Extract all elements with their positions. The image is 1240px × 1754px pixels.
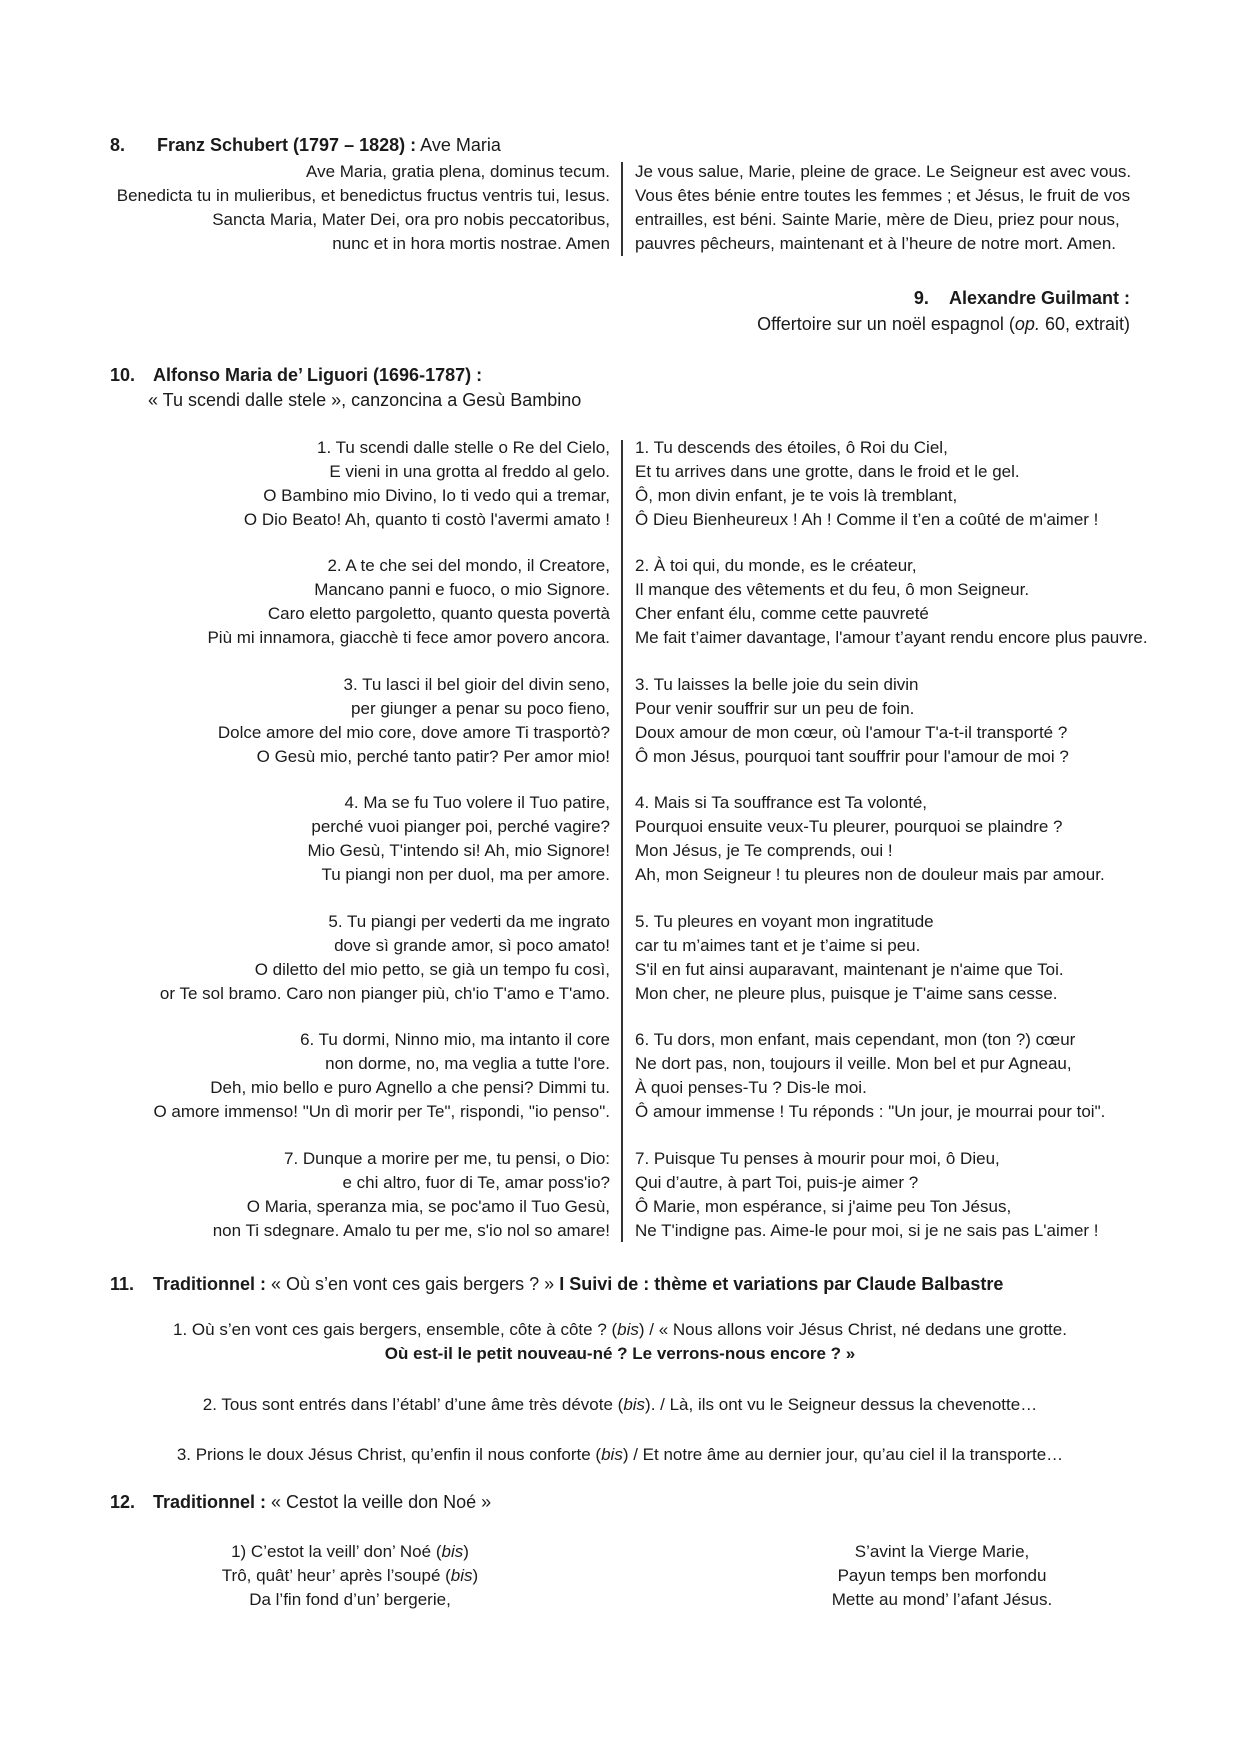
text-line: per giunger a penar su poco fieno, [351,699,610,718]
text-line: 4. Mais si Ta souffrance est Ta volonté, [635,793,927,812]
text-line: Ô, mon divin enfant, je te vois là tremblant, [635,486,958,505]
text-line: O Dio Beato! Ah, quanto ti costò l'avermi amato ! [243,510,610,529]
text-line: Dolce amore del mio core, dove amore Ti trasportò? [217,723,610,742]
text-line: 2. À toi qui, du monde, es le créateur, [635,556,917,575]
french-stanza-5 [635,910,1064,1006]
text-line: Caro eletto pargoletto, quanto questa povertà [267,604,610,623]
text-line: Cher enfant élu, comme cette pauvreté [635,604,929,623]
bis-mark: bis [441,1542,464,1561]
french-stanza-7 [635,1147,1099,1243]
text-line: Mon cher, ne pleure plus, puisque je T'aime sans cesse. [635,984,1058,1003]
column-divider [621,162,623,256]
text-line: 6. Tu dormi, Ninno mio, ma intanto il core [300,1030,610,1049]
section-number: 8. [110,135,126,155]
piece-title: « Où s’en vont ces gais bergers ? » [266,1274,560,1294]
piece-subtitle: « Tu scendi dalle stele », canzoncina a Gesù Bambino [148,390,582,410]
text-line: O amore immenso! "Un dì morir per Te", rispondi, "io penso". [153,1102,610,1121]
text-line: Ne T'indigne pas. Aime-le pour moi, si je ne sais pas L'aimer ! [635,1221,1099,1240]
section-10-heading [110,363,482,387]
text-line: perché vuoi pianger poi, perché vagire? [311,817,610,836]
song-line: Da l’fin fond d’un’ bergerie, [249,1590,451,1609]
text-line: O diletto del mio petto, se già un tempo fu così, [254,960,610,979]
bis-mark: bis [601,1445,623,1464]
song-line: S’avint la Vierge Marie, [854,1542,1030,1561]
french-stanza-3 [635,673,1069,769]
verse-text: ) / Et notre âme au dernier jour, qu’au ciel il la transporte… [622,1445,1064,1464]
text-line: Deh, mio bello e puro Agnello a che pensi? Dimmi tu. [210,1078,610,1097]
verse-2 [0,1393,1240,1417]
text-line: nunc et in hora mortis nostrae. Amen [332,234,610,253]
text-line: car tu m’aimes tant et je t’aime si peu. [635,936,921,955]
italian-stanza-7 [213,1147,610,1243]
verse-text: 3. Prions le doux Jésus Christ, qu’enfin il nous conforte ( [176,1445,602,1464]
text-line: Vous êtes bénie entre toutes les femmes ; et Jésus, le fruit de vos [635,186,1131,205]
text-line: Ô Dieu Bienheureux ! Ah ! Comme il t’en a coûté de m'aimer ! [635,510,1099,529]
section-number: 12. [110,1492,136,1512]
text-line: non Ti sdegnare. Amalo tu per me, s'io nol so amare! [212,1221,610,1240]
piece-title: Ave Maria [420,135,501,155]
section-8-heading [110,133,501,157]
text-line: pauvres pêcheurs, maintenant et à l’heure de notre mort. Amen. [635,234,1116,253]
composer-name: Alfonso Maria de’ Liguori (1696-1787) : [153,365,483,385]
italian-stanza-5 [160,910,610,1006]
verse-3 [0,1443,1240,1467]
text-line: Tu piangi non per duol, ma per amore. [321,865,610,884]
song-line: Mette au mond’ l’afant Jésus. [831,1590,1053,1609]
composer-name: Franz Schubert (1797 – 1828) : [157,135,417,155]
song-right-column [742,1540,1142,1612]
text-line: Ô amour immense ! Tu réponds : "Un jour, je mourrai pour toi". [635,1102,1106,1121]
section-label: Traditionnel : [153,1492,267,1512]
song-left-column [150,1540,550,1612]
line-text: ) [463,1542,469,1561]
text-line: E vieni in una grotta al freddo al gelo. [329,462,610,481]
title-text: Offertoire sur un noël espagnol ( [757,314,1015,334]
song-line [150,1540,550,1564]
text-line: Ne dort pas, non, toujours il veille. Mon bel et pur Agneau, [635,1054,1072,1073]
french-stanza-4 [635,791,1105,887]
section-9-heading [757,285,1130,311]
text-line: Ô mon Jésus, pourquoi tant souffrir pour l'amour de moi ? [635,747,1069,766]
song-line: Payun temps ben morfondu [837,1566,1047,1585]
text-line: Doux amour de mon cœur, où l'amour T'a-t-il transporté ? [635,723,1068,742]
text-line: Benedicta tu in mulieribus, et benedictus fructus ventris tui, Iesus. [116,186,610,205]
french-stanza-2 [635,554,1148,650]
italian-stanza-1 [244,436,610,532]
verse-1 [0,1318,1240,1342]
text-line: Mancano panni e fuoco, o mio Signore. [314,580,610,599]
french-stanza-6 [635,1028,1105,1124]
french-stanza-1 [635,436,1098,532]
text-line: Ave Maria, gratia plena, dominus tecum. [306,162,610,181]
line-text: Trô, quât’ heur’ après l’soupé ( [221,1566,451,1585]
text-line: 2. A te che sei del mondo, il Creatore, [327,556,610,575]
text-line: or Te sol bramo. Caro non pianger più, ch'io T'amo e T'amo. [159,984,610,1003]
text-line: 3. Tu laisses la belle joie du sein divin [635,675,919,694]
bis-mark: bis [623,1395,646,1414]
composer-name: Alexandre Guilmant : [948,288,1130,308]
text-line: S'il en fut ainsi auparavant, maintenant je n'aime que Toi. [635,960,1064,979]
text-line: 1. Tu scendi dalle stelle o Re del Cielo, [317,438,610,457]
text-line: Je vous salue, Marie, pleine de grace. Le Seigneur est avec vous. [635,162,1132,181]
text-line: 6. Tu dors, mon enfant, mais cependant, mon (ton ?) cœur [635,1030,1076,1049]
text-line: Qui d’autre, à part Toi, puis-je aimer ? [635,1173,919,1192]
section-label: Traditionnel : [153,1274,267,1294]
text-line: Me fait t’aimer davantage, l'amour t’ayant rendu encore plus pauvre. [635,628,1148,647]
piece-suffix: I Suivi de : thème et variations par Claude Balbastre [559,1274,1004,1294]
section-11-heading [110,1272,1003,1296]
text-line: Ô Marie, mon espérance, si j'aime peu Ton Jésus, [635,1197,1012,1216]
section-number: 11. [110,1274,135,1294]
text-line: 7. Dunque a morire per me, tu pensi, o Dio: [284,1149,610,1168]
section-12-heading [110,1490,491,1514]
italian-stanza-4 [308,791,610,887]
text-line: dove sì grande amor, sì poco amato! [334,936,610,955]
text-line: 5. Tu pleures en voyant mon ingratitude [635,912,934,931]
verse-text: ) / « Nous allons voir Jésus Christ, né dedans une grotte. [638,1320,1067,1339]
text-line: O Gesù mio, perché tanto patir? Per amor mio! [256,747,610,766]
refrain: Où est-il le petit nouveau-né ? Le verrons-nous encore ? » [384,1344,856,1363]
verse-text: ). / Là, ils ont vu le Seigneur dessus la chevenotte… [645,1395,1038,1414]
text-line: Pour venir souffrir sur un peu de foin. [635,699,915,718]
title-text: 60, extrait) [1039,314,1130,334]
italian-stanza-6 [153,1028,610,1124]
text-line: Et tu arrives dans une grotte, dans le froid et le gel. [635,462,1020,481]
text-line: entrailles, est béni. Sainte Marie, mère de Dieu, priez pour nous, [635,210,1120,229]
text-line: e chi altro, fuor di Te, amar poss'io? [342,1173,610,1192]
french-translation [635,160,1131,256]
text-line: 7. Puisque Tu penses à mourir pour moi, ô Dieu, [635,1149,1000,1168]
section-9 [757,285,1130,337]
italian-stanza-2 [207,554,610,650]
text-line: Il manque des vêtements et du feu, ô mon Seigneur. [635,580,1030,599]
text-line: non dorme, no, ma veglia a tutte l'ore. [325,1054,610,1073]
bis-mark: bis [450,1566,473,1585]
song-line [150,1564,550,1588]
text-line: O Bambino mio Divino, Io ti vedo qui a tremar, [263,486,610,505]
text-line: À quoi penses-Tu ? Dis-le moi. [635,1078,867,1097]
italian-stanza-3 [218,673,610,769]
text-line: Pourquoi ensuite veux-Tu pleurer, pourquoi se plaindre ? [635,817,1063,836]
text-line: O Maria, speranza mia, se poc'amo il Tuo Gesù, [246,1197,610,1216]
column-divider [621,440,623,1242]
line-text: 1) C’estot la veill’ don’ Noé ( [231,1542,442,1561]
text-line: 3. Tu lasci il bel gioir del divin seno, [343,675,610,694]
opus-abbrev: op. [1014,314,1040,334]
text-line: Mio Gesù, T'intendo si! Ah, mio Signore! [307,841,610,860]
text-line: 5. Tu piangi per vederti da me ingrato [328,912,610,931]
text-line: 1. Tu descends des étoiles, ô Roi du Ciel, [635,438,948,457]
latin-text [117,160,610,256]
text-line: Sancta Maria, Mater Dei, ora pro nobis peccatoribus, [212,210,610,229]
bis-mark: bis [617,1320,639,1339]
section-number: 10. [110,365,136,385]
verse-text: 1. Où s’en vont ces gais bergers, ensemble, côte à côte ? ( [173,1320,618,1339]
verse-text: 2. Tous sont entrés dans l’établ’ d’une âme très dévote ( [202,1395,624,1414]
line-text: ) [472,1566,479,1585]
text-line: Ah, mon Seigneur ! tu pleures non de douleur mais par amour. [635,865,1105,884]
text-line: Mon Jésus, je Te comprends, oui ! [635,841,893,860]
piece-title [757,311,1130,337]
text-line: 4. Ma se fu Tuo volere il Tuo patire, [344,793,610,812]
text-line: Più mi innamora, giacchè ti fece amor povero ancora. [207,628,610,647]
piece-title: « Cestot la veille don Noé » [266,1492,492,1512]
section-number: 9. [913,288,929,308]
